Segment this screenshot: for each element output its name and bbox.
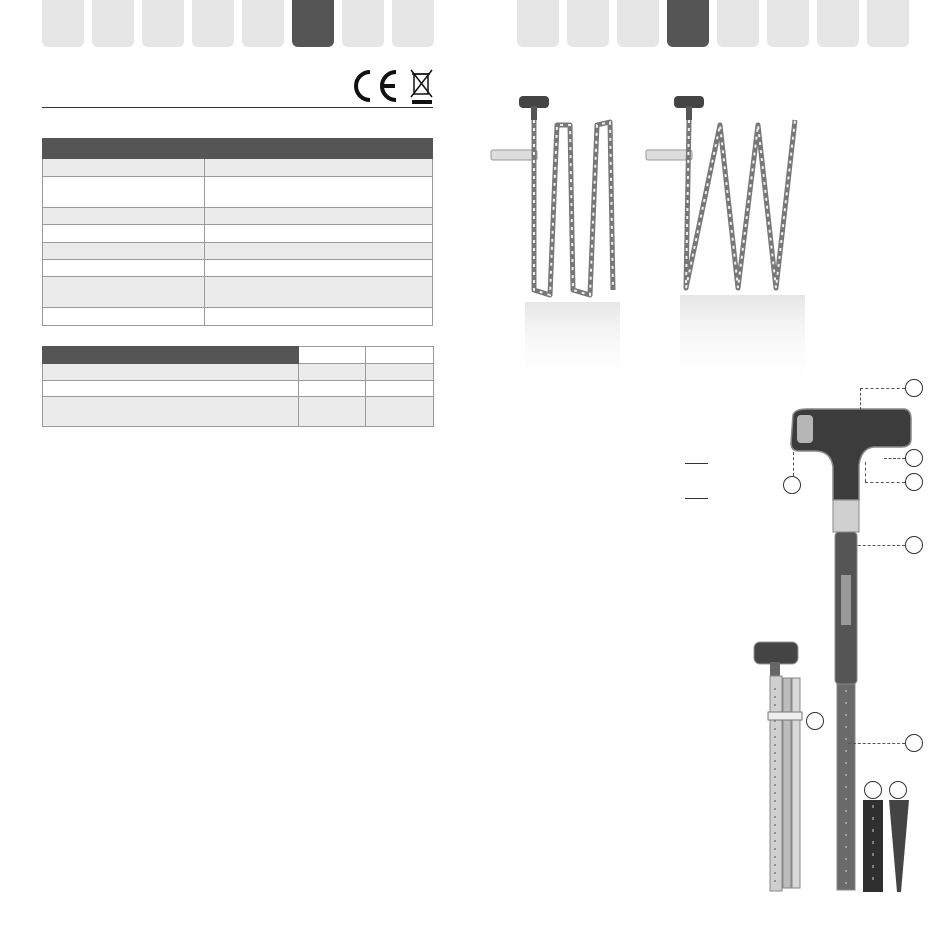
table-cell (299, 381, 366, 397)
table-row (43, 397, 434, 427)
extended-avalanche-probe (640, 90, 810, 390)
section-tab (767, 0, 809, 47)
section-tab (817, 0, 859, 47)
table-cell (205, 208, 433, 225)
table-row (43, 308, 433, 326)
header-rule (42, 107, 433, 108)
table-cell (205, 243, 433, 260)
table-header-cell (43, 139, 433, 159)
left-page-tabs (42, 0, 434, 47)
table-cell (366, 364, 434, 381)
callout-marker (783, 476, 801, 494)
callout-leader (848, 743, 905, 744)
table-row (43, 159, 433, 177)
section-tab-active (292, 0, 334, 47)
section-tab (517, 0, 559, 47)
table-cell (43, 308, 205, 326)
callout-leader (884, 458, 905, 459)
table-row (43, 381, 434, 397)
section-tab (42, 0, 84, 47)
table-cell (205, 177, 433, 208)
marker-line (685, 498, 708, 499)
callout-leader (793, 452, 794, 476)
table-cell (43, 260, 205, 277)
table-cell (43, 225, 205, 243)
section-tab (192, 0, 234, 47)
section-tab-active (667, 0, 709, 47)
callout-leader (865, 482, 905, 483)
callout-marker (864, 781, 882, 799)
table-header (43, 347, 434, 364)
table-cell (43, 397, 299, 427)
table-cell (43, 364, 299, 381)
folded-avalanche-probe (485, 90, 625, 390)
specification-table (42, 138, 433, 326)
table-row (43, 208, 433, 225)
table-header-cell (43, 347, 299, 364)
table-cell (205, 277, 433, 308)
callout-leader (865, 462, 866, 482)
table-cell (43, 381, 299, 397)
callout-marker (806, 712, 824, 730)
table-row (43, 243, 433, 260)
section-tab (142, 0, 184, 47)
probe-handle-detail (785, 405, 915, 895)
table-header-cell (366, 347, 434, 364)
table-cell (299, 364, 366, 381)
table-header-cell (299, 347, 366, 364)
right-page-tabs (517, 0, 909, 47)
table-cell (43, 208, 205, 225)
table-row (43, 277, 433, 308)
table-cell (205, 260, 433, 277)
table-cell (366, 381, 434, 397)
table-cell (299, 397, 366, 427)
table-header (43, 139, 433, 159)
performance-table (42, 346, 434, 427)
callout-leader (860, 388, 905, 389)
callout-marker (905, 379, 923, 397)
table-cell (205, 308, 433, 326)
table-cell (205, 225, 433, 243)
table-cell (43, 159, 205, 177)
section-tab (867, 0, 909, 47)
callout-marker (905, 734, 923, 752)
table-cell (366, 397, 434, 427)
section-tab (342, 0, 384, 47)
callout-marker (905, 473, 923, 491)
table-row (43, 177, 433, 208)
ce-mark-icon (356, 72, 396, 100)
section-tab (717, 0, 759, 47)
section-tab (567, 0, 609, 47)
table-cell (43, 177, 205, 208)
table-row (43, 260, 433, 277)
certification-marks (350, 66, 434, 106)
section-tab (242, 0, 284, 47)
section-tab (392, 0, 434, 47)
table-cell (205, 159, 433, 177)
callout-marker (905, 536, 923, 554)
table-cell (43, 277, 205, 308)
table-row (43, 364, 434, 381)
callout-leader (848, 545, 905, 546)
callout-marker (889, 781, 907, 799)
weee-crossed-bin-icon (411, 70, 432, 104)
marker-line (685, 463, 708, 464)
callout-leader (860, 388, 861, 410)
table-row (43, 225, 433, 243)
table-cell (43, 243, 205, 260)
section-tab (617, 0, 659, 47)
section-tab (92, 0, 134, 47)
callout-marker (905, 449, 923, 467)
